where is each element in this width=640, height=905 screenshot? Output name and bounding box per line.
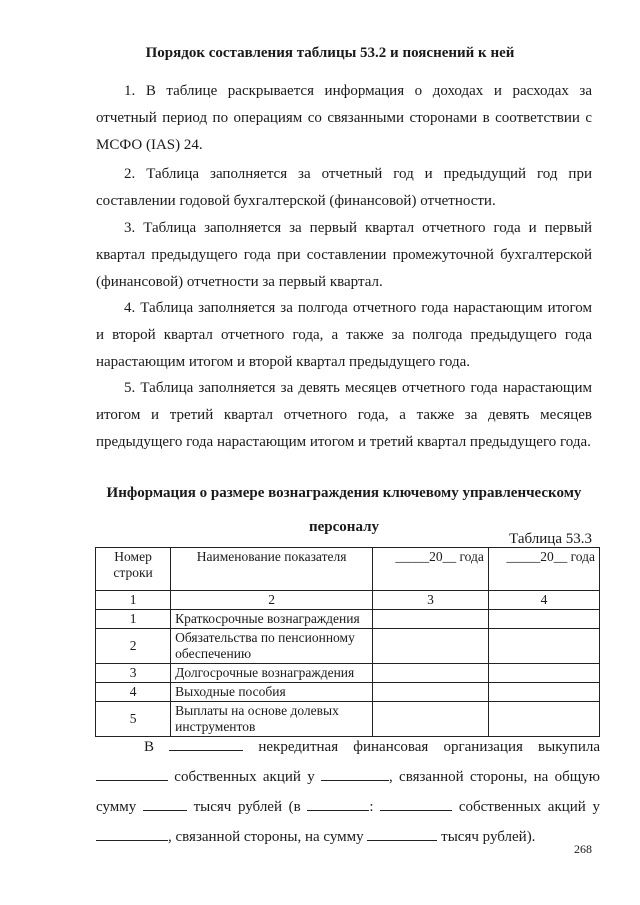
- row-value-current: [373, 683, 489, 702]
- blank-field[interactable]: [169, 736, 243, 751]
- header-row-number: Номер строки: [96, 548, 171, 591]
- fill-text: некредитная финансовая организация выкупила: [258, 739, 600, 755]
- table-row: [96, 629, 600, 664]
- row-number: 2: [96, 629, 171, 664]
- fill-text: :: [369, 799, 374, 815]
- blank-field[interactable]: [96, 766, 168, 781]
- blank-field[interactable]: [367, 826, 437, 841]
- row-number: 5: [96, 702, 171, 737]
- fill-line-2: [96, 762, 600, 792]
- row-value-current: [373, 629, 489, 664]
- page-number: 268: [574, 842, 592, 856]
- paragraph-5: 5. Таблица заполняется за девять месяцев отчетного года нарастающим итогом и третий квартал отчетного года, а также за девять месяцев предыдущего года нарастающим итогом и третий квартал предыдущего года.: [96, 380, 592, 450]
- table-column-numbers-row: [96, 591, 600, 610]
- info-table: [95, 547, 600, 737]
- table-row: [96, 610, 600, 629]
- row-value-previous: [488, 683, 599, 702]
- fill-line-3: [96, 792, 600, 822]
- blank-field[interactable]: [307, 796, 369, 811]
- fill-text: тысяч рублей (в: [193, 799, 301, 815]
- paragraph-4: 4. Таблица заполняется за полгода отчетного года нарастающим итогом и второй квартал отчетного года, а также за полгода предыдущего года нарастающим итогом и второй квартал предыдущего года.: [96, 300, 592, 370]
- fill-text: тысяч рублей).: [441, 829, 536, 845]
- row-value-current: [373, 664, 489, 683]
- table-header-row: [96, 548, 600, 591]
- table-label: Таблица 53.3: [509, 531, 592, 547]
- row-value-previous: [488, 610, 599, 629]
- row-number: 4: [96, 683, 171, 702]
- fill-in-paragraph: [96, 732, 600, 852]
- row-value-current: [373, 610, 489, 629]
- column-number-3: 3: [373, 591, 489, 610]
- blank-field[interactable]: [321, 766, 389, 781]
- page-heading: Порядок составления таблицы 53.2 и пояснений к ней: [145, 45, 515, 61]
- row-number: 1: [96, 610, 171, 629]
- blank-field[interactable]: [380, 796, 452, 811]
- fill-text: собственных акций у: [458, 799, 600, 815]
- header-period-previous: _____20__ года: [488, 548, 599, 591]
- column-number-2: 2: [171, 591, 373, 610]
- fill-text: сумму: [96, 799, 137, 815]
- fill-line-1: [96, 732, 600, 762]
- column-number-1: 1: [96, 591, 171, 610]
- section-title-line-2: персоналу: [309, 519, 379, 535]
- blank-field[interactable]: [143, 796, 187, 811]
- paragraph-1: 1. В таблице раскрывается информация о доходах и расходах за отчетный период по операциям со связанными сторонами в соответствии с МСФО (IAS) 24.: [96, 83, 592, 153]
- row-value-previous: [488, 664, 599, 683]
- row-name: Выплаты на основе долевых инструментов: [171, 702, 373, 737]
- fill-text: собственных акций у: [174, 769, 315, 785]
- row-name: Краткосрочные вознаграждения: [171, 610, 373, 629]
- row-name: Выходные пособия: [171, 683, 373, 702]
- blank-field[interactable]: [96, 826, 168, 841]
- table-row: [96, 683, 600, 702]
- section-title-line-1: Информация о размере вознаграждения ключевому управленческому: [106, 485, 582, 501]
- fill-line-4: [96, 822, 600, 852]
- fill-text: , связанной стороны, на общую: [389, 769, 600, 785]
- paragraph-2: 2. Таблица заполняется за отчетный год и предыдущий год при составлении годовой бухгалтерской (финансовой) отчетности.: [96, 166, 592, 209]
- row-value-previous: [488, 629, 599, 664]
- row-name: Обязательства по пенсионному обеспечению: [171, 629, 373, 664]
- table-row: [96, 664, 600, 683]
- row-number: 3: [96, 664, 171, 683]
- header-indicator-name: Наименование показателя: [171, 548, 373, 591]
- fill-text: , связанной стороны, на сумму: [168, 829, 364, 845]
- fill-text-v: В: [144, 739, 155, 755]
- paragraph-3: 3. Таблица заполняется за первый квартал отчетного года и первый квартал предыдущего года при составлении промежуточной бухгалтерской (финансовой) отчетности за первый квартал.: [96, 220, 592, 290]
- header-period-current: _____20__ года: [373, 548, 489, 591]
- column-number-4: 4: [488, 591, 599, 610]
- row-name: Долгосрочные вознаграждения: [171, 664, 373, 683]
